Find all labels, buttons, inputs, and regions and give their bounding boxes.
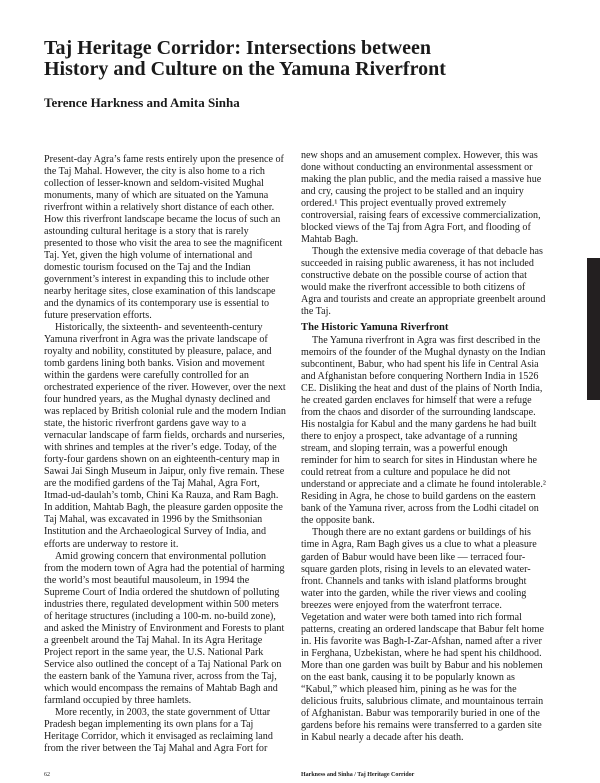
- article-title: [44, 38, 544, 80]
- article-title-line-1: Taj Heritage Corridor: Intersections between: [44, 37, 431, 59]
- body-paragraph: Though there are no extant gardens or buildings of his time in Agra, Ram Bagh gives us a clue to what a pleasure garden of Babur would have been like — terraced four-square garden plots, rising in levels to an elevated water-front. Channels and tanks with island platforms brought water into the garden, while the river views and cooling breezes were enjoyed from the waterfront terrace. Vegetation and water were both tamed into rich formal patterns, creating an ordered landscape that Babur felt home in. His favorite was Bagh-I-Zar-Afshan, named after a river in Ferghana, Uzbekistan, where he had spent his childhood. More than one garden was built by Babur and his noblemen on the east bank, causing it to be popularly known as “Kabul,” which pleased him, pining as he was for the delicious fruits, salubrious climate, and mountainous terrain of Afghanistan. Babur was temporarily buried in one of the gardens before his remains were transferred to a garden site in Kabul nearly a decade after his death.: [301, 527, 544, 743]
- body-paragraph: More recently, in 2003, the state government of Uttar Pradesh began implementing its own plans for a Taj Heritage Corridor, which it envisaged as reclaiming land from the river between the Taj Mahal and Agra Fort for: [44, 706, 273, 754]
- article-authors: Terence Harkness and Amita Sinha: [44, 95, 240, 110]
- article-title-line-2: History and Culture on the Yamuna Riverfront: [44, 58, 446, 80]
- section-heading: The Historic Yamuna Riverfront: [301, 322, 449, 334]
- body-paragraph: Amid growing concern that environmental pollution from the modern town of Agra had the potential of harming the world’s most beautiful mausoleum, in 1994 the Supreme Court of India ordered the shutdown of polluting industries there, regulated development within 500 meters of heritage structures (including a 100-m. no-build zone), and asked the Ministry of Environment and Forests to plant a greenbelt around the Taj Mahal. In its Agra Heritage Project report in the same year, the U.S. National Park Service also outlined the concept of a Taj National Park on the eastern bank of the Yamuna river, across from the Taj, which would encompass the remains of Mahtab Bagh and farmland occupied by three hamlets.: [44, 550, 285, 706]
- left-column: [44, 154, 287, 755]
- body-paragraph: Though the extensive media coverage of that debacle has succeeded in raising public awareness, it has not included constructive debate on the possible course of action that would make the riverfront accessible to both citizens of Agra and tourists and create an appropriate greenbelt around the Taj.: [301, 246, 546, 318]
- right-column: [301, 150, 546, 744]
- running-head: Harkness and Sinha / Taj Heritage Corridor: [301, 772, 415, 778]
- body-paragraph: Present-day Agra’s fame rests entirely upon the presence of the Taj Mahal. However, the city is also home to a rich collection of lesser-known and seldom-visited Mughal monuments, many of which are situated on the Yamuna riverfront within a relatively short distance of each other. How this riverfront landscape became the locus of such an astounding cultural heritage is a story that is rarely presented to those who visit the area to see the magnificent Taj. Yet, given the high volume of international and domestic tourism focused on the Taj and the Indian government’s interest in expanding this to include other nearby heritage sites, close examination of this landscape and the dynamics of its contemporary use is essential to future preservation efforts.: [44, 154, 284, 322]
- page-number: 62: [44, 772, 50, 778]
- body-paragraph: Historically, the sixteenth- and seventeenth-century Yamuna riverfront in Agra was the private landscape of royalty and nobility, constituted by pleasure, palace, and tomb gardens lining both banks. Vision and movement within the gardens were carefully controlled for an orchestrated experience of the river. However, over the next four hundred years, as the Mughal dynasty declined and was replaced by British colonial rule and the modern Indian state, the historic riverfront gardens gave way to a vernacular landscape of farm fields, orchards and nurseries, with shrines and temples at the river’s edge. Today, of the forty-four gardens shown on an eighteenth-century map in Sawai Jai Singh Museum in Jaipur, only five remain. These are the modified gardens of the Taj Mahal, Agra Fort, Itmad-ud-daulah’s tomb, Chini Ka Rauza, and Ram Bagh. In addition, Mahtab Bagh, the pleasure garden opposite the Taj Mahal, was excavated in 1996 by the Smithsonian Institution and the Archaeological Survey of India, and efforts are underway to restore it.: [44, 322, 286, 550]
- section-edge-tab: [587, 258, 600, 400]
- body-paragraph: new shops and an amusement complex. However, this was done without conducting an environmental assessment or making the plan public, and the media raised a massive hue and cry, causing the project to be stalled and an inquiry ordered.¹ This project eventually proved extremely controversial, raising fears of excessive commercialization, blocked views of the Taj from Agra Fort, and flooding of Mahtab Bagh.: [301, 150, 542, 246]
- body-paragraph: The Yamuna riverfront in Agra was first described in the memoirs of the founder of the Mughal dynasty on the Indian subcontinent, Babur, who had spent his life in Central Asia and Afghanistan before conquering Northern India in 1526 CE. Disliking the heat and dust of the plains of North India, he created garden enclaves for himself that were a refuge from the chaos and disorder of the surrounding landscape. His nostalgia for Kabul and the many gardens he had built there to enjoy a prospect, take advantage of a running stream, and sloping terrain, was a powerful enough reminder for him to search for sites in Hindustan where he could retreat from a culture and populace he did not understand or appreciate and a climate he found intolerable.² Residing in Agra, he chose to build gardens on the eastern bank of the Yamuna river, across from the Lodhi citadel on the opposite bank.: [301, 335, 546, 527]
